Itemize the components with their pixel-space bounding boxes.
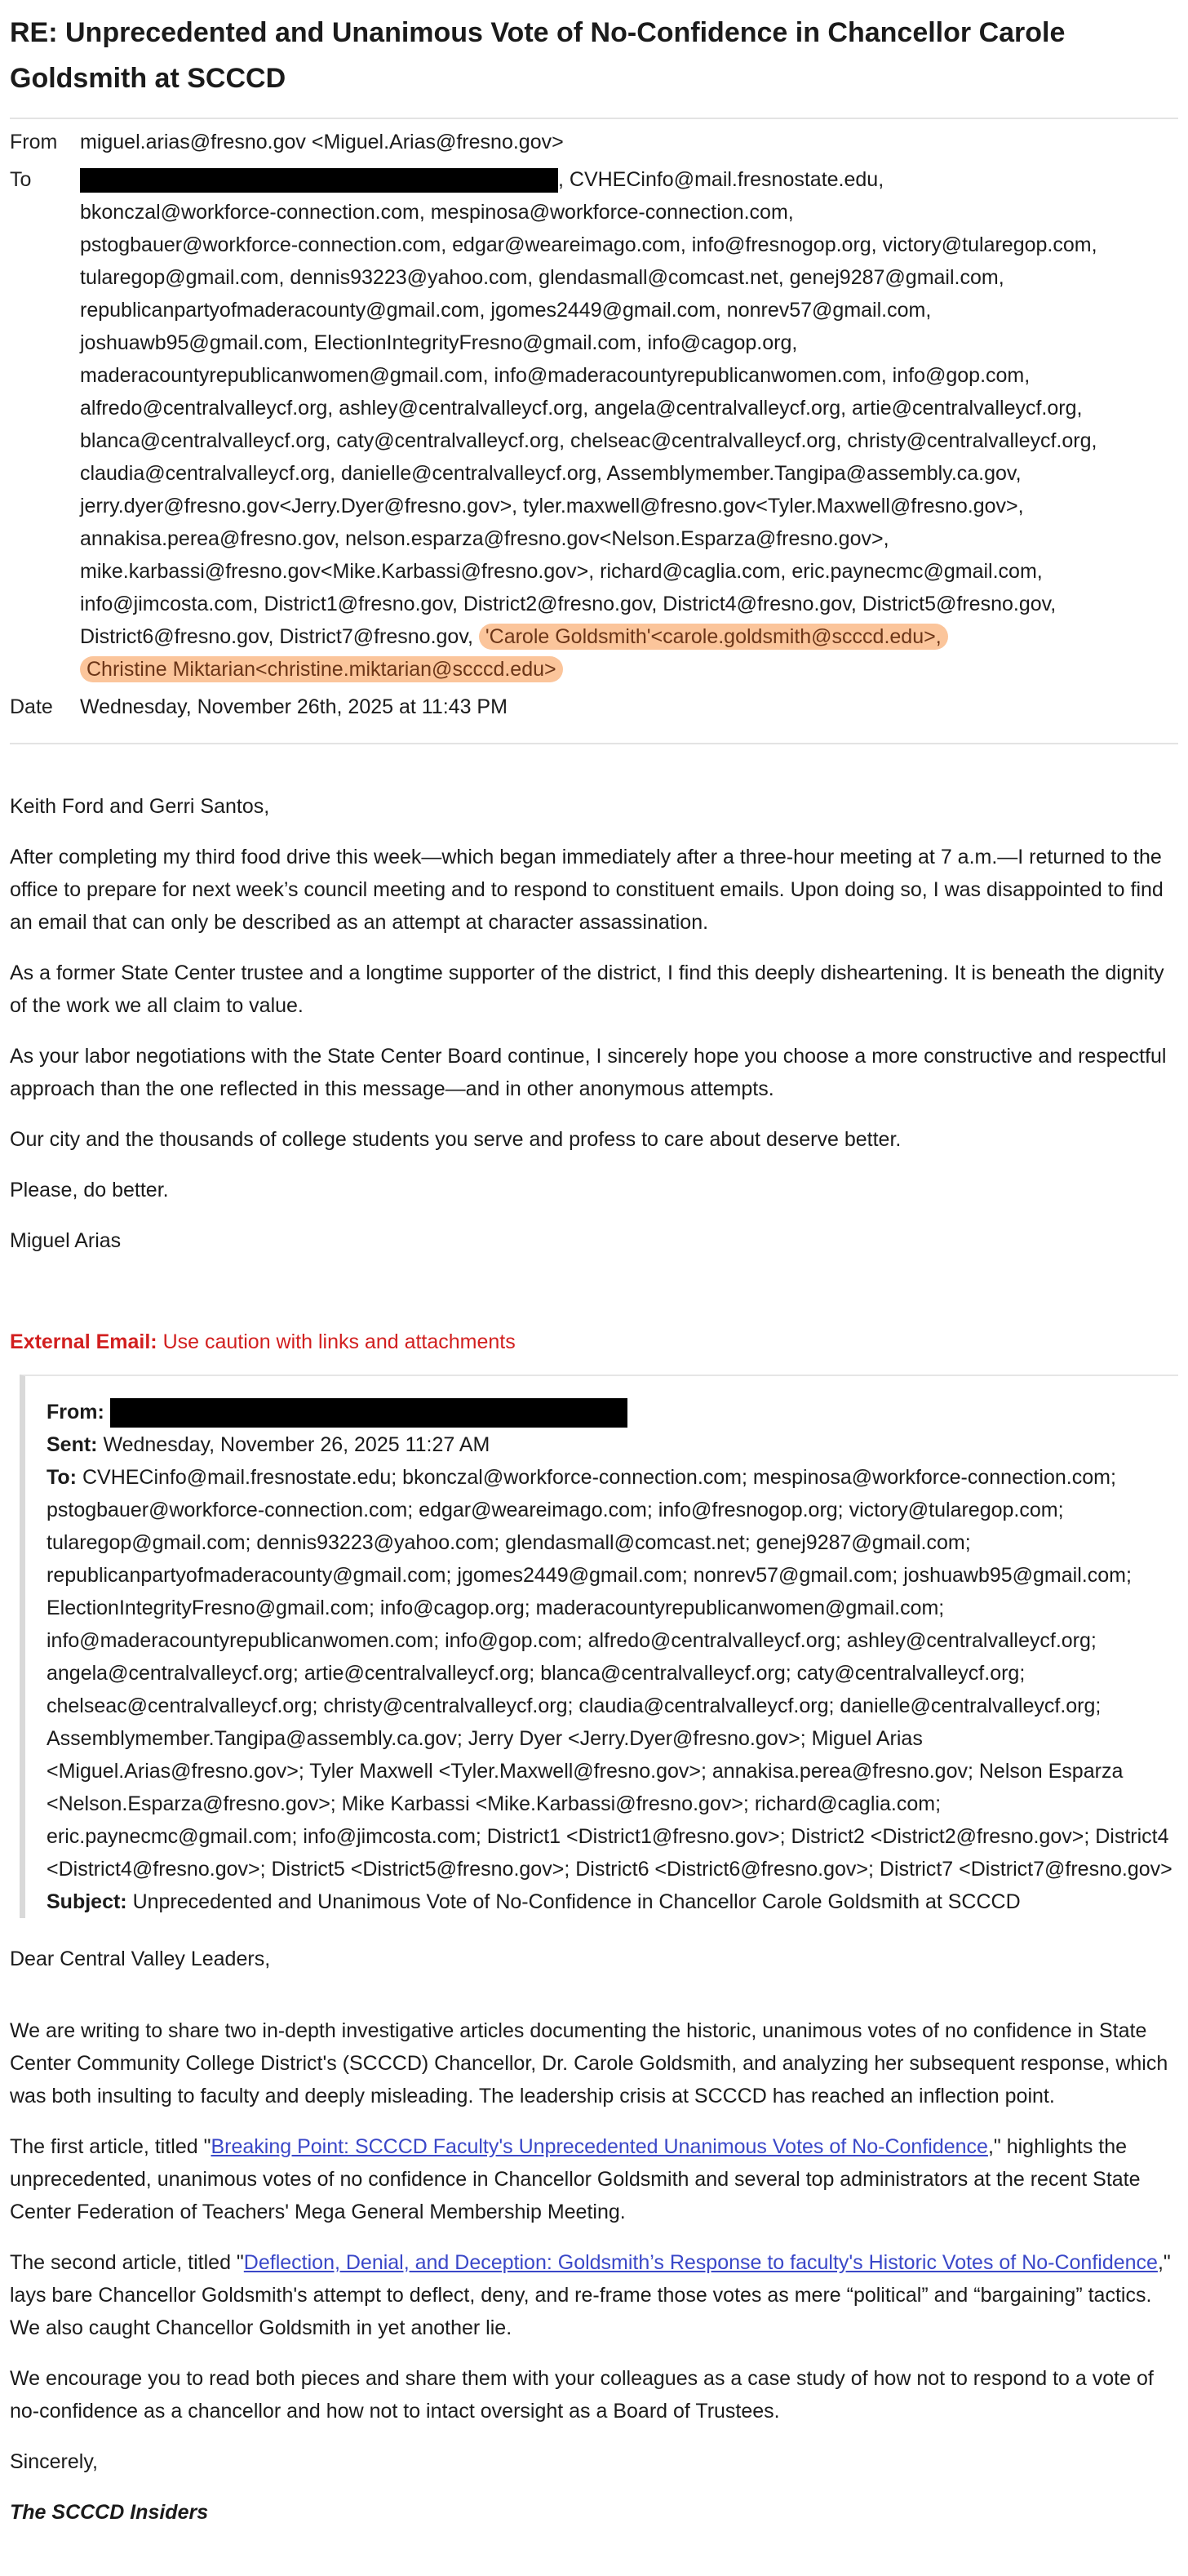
original-paragraph	[10, 2130, 1178, 2228]
quoted-subject-value: Unprecedented and Unanimous Vote of No-Confidence in Chancellor Carole Goldsmith at SCCCD	[126, 1890, 1021, 1913]
highlighted-recipient: 'Carole Goldsmith'<carole.goldsmith@scccd.edu>,	[479, 624, 948, 650]
to-line: blanca@centralvalleycf.org, caty@centralvalleycf.org, chelseac@centralvalleycf.org, christy@centralvalleycf.org,	[80, 429, 1097, 452]
reply-paragraph: Please, do better.	[10, 1179, 169, 1201]
to-line: info@jimcosta.com, District1@fresno.gov, District2@fresno.gov, District4@fresno.gov, District5@fresno.gov,	[80, 593, 1057, 615]
original-body	[10, 1943, 1178, 2529]
to-line: joshuawb95@gmail.com, ElectionIntegrityFresno@gmail.com, info@cagop.org,	[80, 331, 798, 354]
reply-paragraph: Our city and the thousands of college students you serve and profess to care about deserve better.	[10, 1128, 902, 1151]
to-line: tularegop@gmail.com, dennis93223@yahoo.com, glendasmall@comcast.net, genej9287@gmail.com,	[80, 266, 1004, 289]
to-line	[80, 620, 1178, 653]
date-row	[10, 691, 1178, 744]
to-line: bkonczal@workforce-connection.com, mespinosa@workforce-connection.com,	[80, 201, 794, 224]
article-link-deflection[interactable]: Deflection, Denial, and Deception: Goldsmith’s Response to faculty's Historic Votes of No-Confidence	[243, 2251, 1158, 2274]
quoted-to	[47, 1461, 1178, 1885]
redacted-recipient	[80, 168, 558, 193]
date-label: Date	[10, 695, 53, 718]
to-line	[80, 163, 1178, 196]
reply-greeting: Keith Ford and Gerri Santos,	[10, 795, 270, 818]
reply-paragraph: As a former State Center trustee and a longtime supporter of the district, I find this deeply disheartening. It is beneath the dignity of the work we all claim to value.	[10, 962, 1164, 1017]
original-closing: Sincerely,	[10, 2450, 98, 2473]
email-subject: RE: Unprecedented and Unanimous Vote of No-Confidence in Chancellor Carole Goldsmith at SCCCD	[10, 10, 1178, 119]
external-warning-text: Use caution with links and attachments	[157, 1330, 516, 1353]
quoted-sent-label: Sent:	[47, 1433, 98, 1456]
date-value: Wednesday, November 26th, 2025 at 11:43 PM	[80, 695, 508, 718]
original-signature: The SCCCD Insiders	[10, 2501, 209, 2524]
to-row	[10, 163, 1178, 686]
to-line-text: District6@fresno.gov, District7@fresno.gov,	[80, 625, 479, 648]
paragraph-text: The second article, titled "	[10, 2251, 244, 2274]
quoted-subject-label: Subject:	[47, 1890, 127, 1913]
to-recipients[interactable]	[80, 163, 1178, 686]
paragraph-text: ," lays bare Chancellor Goldsmith's attempt to deflect, deny, and re-frame those votes as mere “political” and “bargaining” tactics. We also caught Chancellor Goldsmith in yet another lie.	[10, 2251, 1171, 2339]
to-line: annakisa.perea@fresno.gov, nelson.esparza@fresno.gov<Nelson.Esparza@fresno.gov>,	[80, 527, 889, 550]
original-paragraph	[10, 2246, 1178, 2344]
original-greeting: Dear Central Valley Leaders,	[10, 1948, 271, 1970]
email-view	[0, 10, 1188, 2529]
reply-body	[10, 790, 1178, 1257]
reply-signature: Miguel Arias	[10, 1229, 122, 1252]
paragraph-text: The first article, titled "	[10, 2135, 211, 2158]
quoted-subject	[47, 1885, 1178, 1918]
to-line: pstogbauer@workforce-connection.com, edgar@weareimago.com, info@fresnogop.org, victory@tularegop.com,	[80, 233, 1097, 256]
redacted-sender	[110, 1398, 627, 1428]
to-line: republicanpartyofmaderacounty@gmail.com, jgomes2449@gmail.com, nonrev57@gmail.com,	[80, 299, 932, 322]
reply-paragraph: After completing my third food drive this week—which began immediately after a three-hour meeting at 7 a.m.—I returned to the office to prepare for next week’s council meeting and to respond to constituent emails. Upon doing so, I was disappointed to find an email that can only be described as an attempt at character assassination.	[10, 846, 1164, 934]
to-line: alfredo@centralvalleycf.org, ashley@centralvalleycf.org, angela@centralvalleycf.org, artie@centralvalleycf.org,	[80, 397, 1083, 420]
from-label: From	[10, 131, 58, 153]
external-email-warning	[10, 1326, 1178, 1358]
from-value[interactable]: miguel.arias@fresno.gov <Miguel.Arias@fresno.gov>	[80, 131, 564, 153]
to-line: jerry.dyer@fresno.gov<Jerry.Dyer@fresno.gov>, tyler.maxwell@fresno.gov<Tyler.Maxwell@fresno.gov>,	[80, 495, 1024, 517]
to-line	[80, 653, 1178, 686]
original-paragraph: We are writing to share two in-depth investigative articles documenting the historic, unanimous votes of no confidence in State Center Community College District's (SCCCD) Chancellor, Dr. Carole Goldsmith, and analyzing her subsequent response, which was both insulting to faculty and deeply misleading. The leadership crisis at SCCCD has reached an inflection point.	[10, 2019, 1168, 2107]
from-row	[10, 126, 1178, 158]
article-link-breaking-point[interactable]: Breaking Point: SCCCD Faculty's Unprecedented Unanimous Votes of No-Confidence	[211, 2135, 988, 2158]
to-line: claudia@centralvalleycf.org, danielle@centralvalleycf.org, Assemblymember.Tangipa@assembly.ca.gov,	[80, 462, 1022, 485]
reply-paragraph: As your labor negotiations with the State Center Board continue, I sincerely hope you choose a more constructive and respectful approach than the one reflected in this message—and in other anonymous attempts.	[10, 1045, 1167, 1100]
quoted-to-value: CVHECinfo@mail.fresnostate.edu; bkonczal@workforce-connection.com; mespinosa@workforce-connection.com; pstogbauer@workforce-connection.com; edgar@weareimago.com; info@fresnogop.org; victory@tularegop.com; tularegop@gmail.com; dennis93223@yahoo.com; glendasmall@comcast.net; genej9287@gmail.com; republicanpartyofmaderacounty@gmail.com; jgomes2449@gmail.com; nonrev57@gmail.com; joshuawb95@gmail.com; ElectionIntegrityFresno@gmail.com; info@cagop.org; maderacountyrepublicanwomen@gmail.com; info@maderacountyrepublicanwomen.com; info@gop.com; alfredo@centralvalleycf.org; ashley@centralvalleycf.org; angela@centralvalleycf.org; artie@centralvalleycf.org; blanca@centralvalleycf.org; caty@centralvalleycf.org; chelseac@centralvalleycf.org; christy@centralvalleycf.org; claudia@centralvalleycf.org; danielle@centralvalleycf.org; Assemblymember.Tangipa@assembly.ca.gov; Jerry Dyer <Jerry.Dyer@fresno.gov>; Miguel Arias <Miguel.Arias@fresno.gov>; Tyler Maxwell <Tyler.Maxwell@fresno.gov>; annakisa.perea@fresno.gov; Nelson Esparza <Nelson.Esparza@fresno.gov>; Mike Karbassi <Mike.Karbassi@fresno.gov>; richard@caglia.com; eric.paynecmc@gmail.com; info@jimcosta.com; District1 <District1@fresno.gov>; District2 <District2@fresno.gov>; District4 <District4@fresno.gov>; District5 <District5@fresno.gov>; District6 <District6@fresno.gov>; District7 <District7@fresno.gov>	[47, 1466, 1172, 1881]
to-label: To	[10, 168, 32, 191]
paragraph-text: ," highlights the unprecedented, unanimous votes of no confidence in Chancellor Goldsmith and several top administrators at the recent State Center Federation of Teachers' Mega General Membership Meeting.	[10, 2135, 1141, 2223]
to-line-text: , CVHECinfo@mail.fresnostate.edu,	[558, 168, 884, 191]
quoted-message-header	[20, 1375, 1178, 1918]
highlighted-recipient: Christine Miktarian<christine.miktarian@scccd.edu>	[80, 656, 563, 682]
original-paragraph: We encourage you to read both pieces and share them with your colleagues as a case study of how not to respond to a vote of no-confidence as a chancellor and how not to intact oversight as a Board of Trustees.	[10, 2367, 1154, 2423]
external-warning-label: External Email:	[10, 1330, 157, 1353]
quoted-from-label: From:	[47, 1401, 104, 1423]
quoted-from	[47, 1396, 1178, 1428]
quoted-to-label: To:	[47, 1466, 78, 1489]
quoted-sent-value: Wednesday, November 26, 2025 11:27 AM	[97, 1433, 490, 1456]
quoted-sent	[47, 1428, 1178, 1461]
to-line: mike.karbassi@fresno.gov<Mike.Karbassi@fresno.gov>, richard@caglia.com, eric.paynecmc@gmail.com,	[80, 560, 1043, 583]
to-line: maderacountyrepublicanwomen@gmail.com, info@maderacountyrepublicanwomen.com, info@gop.com,	[80, 364, 1031, 387]
